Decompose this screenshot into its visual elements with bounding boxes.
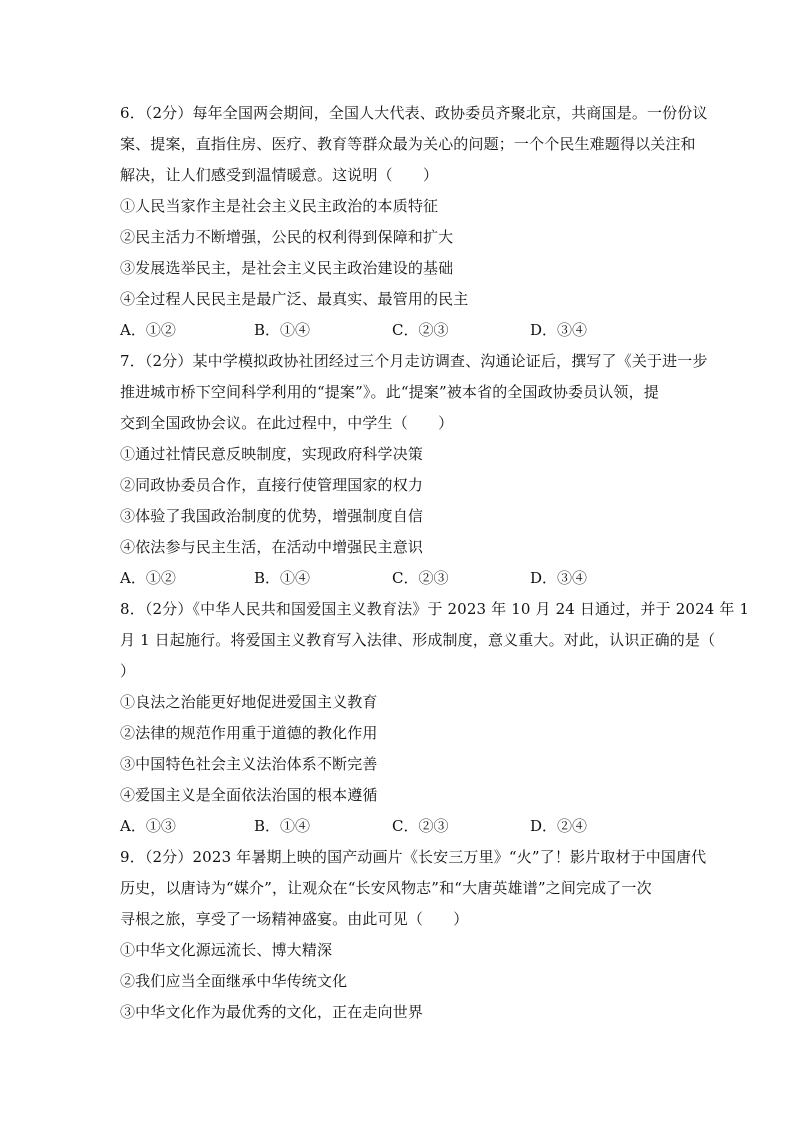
question-stem <box>120 594 750 687</box>
option-a[interactable]: A．①② <box>120 321 176 339</box>
option-d[interactable]: D．②④ <box>530 817 588 835</box>
question-stem <box>120 98 708 191</box>
option-b[interactable]: B．①④ <box>254 569 311 587</box>
answer-options <box>120 563 694 594</box>
stem-line: 8．（2分）《中华人民共和国爱国主义教育法》于 2023 年 10 月 24 日通过，并于 2024 年 1 <box>120 600 750 618</box>
statement-item: ②法律的规范作用重于道德的教化作用 <box>120 724 378 742</box>
stem-line: 历史，以唐诗为“媒介”，让观众在“长安风物志”和“大唐英雄谱”之间完成了一次 <box>120 879 652 897</box>
statement-item: ②同政协委员合作，直接行使管理国家的权力 <box>120 476 424 494</box>
statement-item: ②民主活力不断增强，公民的权利得到保障和扩大 <box>120 228 454 246</box>
stem-line: 7．（2分）某中学模拟政协社团经过三个月走访调查、沟通论证后，撰写了《关于进一步 <box>120 352 708 370</box>
option-a[interactable]: A．①② <box>120 569 176 587</box>
statement-item: ①中华文化源远流长、博大精深 <box>120 941 333 959</box>
stem-line: 月 1 日起施行。将爱国主义教育写入法律、形成制度，意义重大。对此，认识正确的是（ <box>120 631 716 649</box>
option-b[interactable]: B．①④ <box>254 817 311 835</box>
statement-item: ③体验了我国政治制度的优势，增强制度自信 <box>120 507 424 525</box>
option-c[interactable]: C．②③ <box>392 321 449 339</box>
statement-item: ①人民当家作主是社会主义民主政治的本质特征 <box>120 197 439 215</box>
answer-options <box>120 315 694 346</box>
statement-item: ③中国特色社会主义法治体系不断完善 <box>120 755 378 773</box>
stem-line: 6．（2分）每年全国两会期间，全国人大代表、政协委员齐聚北京，共商国是。一份份议 <box>120 104 708 122</box>
option-b[interactable]: B．①④ <box>254 321 311 339</box>
option-c[interactable]: C．②③ <box>392 817 449 835</box>
option-c[interactable]: C．②③ <box>392 569 449 587</box>
statement-item: ②我们应当全面继承中华传统文化 <box>120 972 348 990</box>
statement-item: ③中华文化作为最优秀的文化，正在走向世界 <box>120 1003 424 1021</box>
option-a[interactable]: A．①③ <box>120 817 176 835</box>
statement-item: ③发展选举民主，是社会主义民主政治建设的基础 <box>120 259 454 277</box>
statement-item: ①通过社情民意反映制度，实现政府科学决策 <box>120 445 424 463</box>
question-9 <box>120 842 707 1028</box>
stem-line: ） <box>120 662 136 680</box>
statement-item: ④依法参与民主生活，在活动中增强民主意识 <box>120 538 424 556</box>
question-6 <box>120 98 708 346</box>
question-stem <box>120 346 708 439</box>
statement-item: ④爱国主义是全面依法治国的根本遵循 <box>120 786 378 804</box>
option-d[interactable]: D．③④ <box>530 569 588 587</box>
statement-item: ①良法之治能更好地促进爱国主义教育 <box>120 693 378 711</box>
question-stem <box>120 842 707 935</box>
stem-line: 推进城市桥下空间科学利用的“提案”》。此“提案”被本省的全国政协委员认领，提 <box>120 383 659 401</box>
stem-line: 寻根之旅，享受了一场精神盛宴。由此可见（ ） <box>120 910 469 928</box>
stem-line: 交到全国政协会议。在此过程中，中学生（ ） <box>120 414 454 432</box>
option-d[interactable]: D．③④ <box>530 321 588 339</box>
answer-options <box>120 811 694 842</box>
stem-line: 9．（2分）2023 年暑期上映的国产动画片《长安三万里》“火”了！影片取材于中国唐代 <box>120 848 707 866</box>
question-8 <box>120 594 750 842</box>
question-7 <box>120 346 708 594</box>
stem-line: 解决，让人们感受到温情暖意。这说明（ ） <box>120 166 439 184</box>
statement-item: ④全过程人民民主是最广泛、最真实、最管用的民主 <box>120 290 469 308</box>
stem-line: 案、提案，直指住房、医疗、教育等群众最为关心的问题；一个个民生难题得以关注和 <box>120 135 696 153</box>
